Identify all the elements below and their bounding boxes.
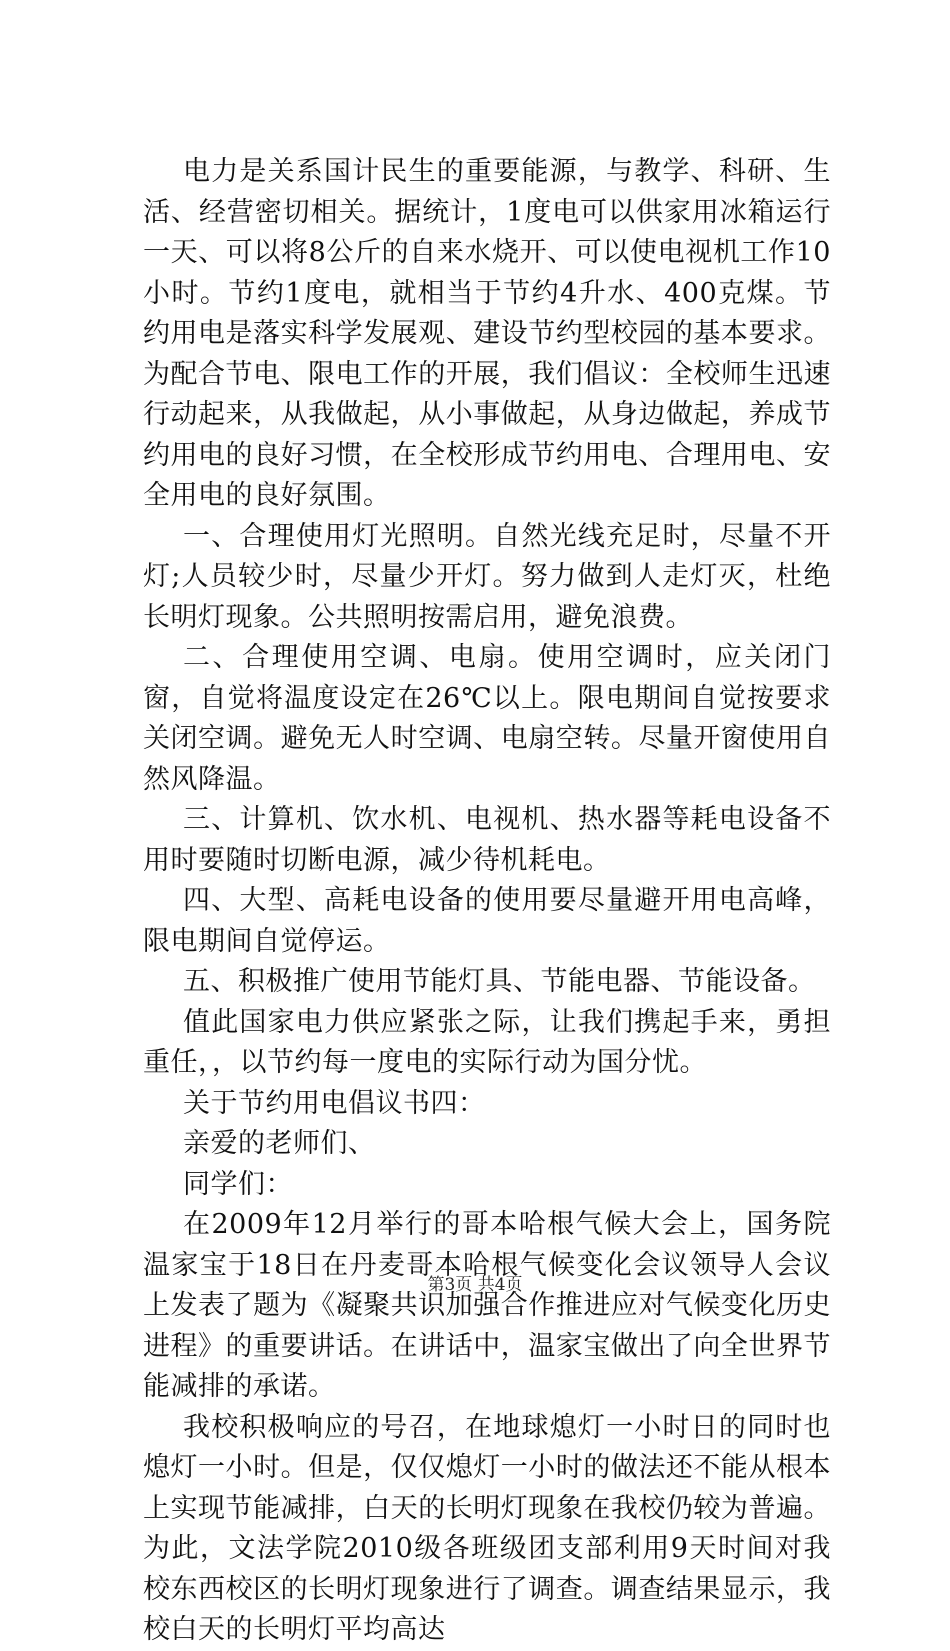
paragraph-item-2-aircon: 二、合理使用空调、电扇。使用空调时，应关闭门窗，自觉将温度设定在26℃以上。限电期间自觉按要求关闭空调。避免无人时空调、电扇空转。尽量开窗使用自然风降温。: [143, 642, 831, 795]
paragraph-item-4-peak: 四、大型、高耗电设备的使用要尽量避开用电高峰，限电期间自觉停运。: [143, 885, 831, 957]
section-title: 关于节约用电倡议书四：: [183, 1087, 486, 1119]
paragraph-closing: 值此国家电力供应紧张之际，让我们携起手来，勇担重任，，以节约每一度电的实际行动为国分忧。: [143, 1006, 831, 1078]
paragraph-item-3-standby: 三、计算机、饮水机、电视机、热水器等耗电设备不用时要随时切断电源，减少待机耗电。: [143, 804, 831, 876]
paragraph-intro: 电力是关系国计民生的重要能源，与教学、科研、生活、经营密切相关。据统计，1度电可以供家用冰箱运行一天、可以将8公斤的自来水烧开、可以使电视机工作10小时。节约1度电，就相当于节约4升水、400克煤。节约用电是落实科学发展观、建设节约型校园的基本要求。为配合节电、限电工作的开展，我们倡议：全校师生迅速行动起来，从我做起，从小事做起，从身边做起，养成节约用电的良好习惯，在全校形成节约用电、合理用电、安全用电的良好氛围。: [143, 156, 831, 511]
document-body: [143, 152, 831, 1651]
salutation-students: 同学们：: [183, 1168, 293, 1200]
paragraph-copenhagen: 在2009年12月举行的哥本哈根气候大会上，国务院温家宝于18日在丹麦哥本哈根气候变化会议领导人会议上发表了题为《凝聚共识加强合作推进应对气候变化历史进程》的重要讲话。在讲话中，温家宝做出了向全世界节能减排的承诺。: [143, 1209, 831, 1402]
salutation-teachers: 亲爱的老师们、: [183, 1128, 376, 1159]
paragraph-item-1-lighting: 一、合理使用灯光照明。自然光线充足时，尽量不开灯;人员较少时，尽量少开灯。努力做到人走灯灭，杜绝长明灯现象。公共照明按需启用，避免浪费。: [143, 520, 831, 633]
page-footer: 第3页 共4页: [427, 1275, 523, 1295]
paragraph-item-5-devices: 五、积极推广使用节能灯具、节能电器、节能设备。: [183, 966, 816, 997]
paragraph-survey: 我校积极响应的号召，在地球熄灯一小时日的同时也熄灯一小时。但是，仅仅熄灯一小时的做法还不能从根本上实现节能减排，白天的长明灯现象在我校仍较为普遍。为此，文法学院2010级各班级团支部利用9天时间对我校东西校区的长明灯现象进行了调查。调查结果显示，我校白天的长明灯平均高达: [143, 1411, 831, 1645]
